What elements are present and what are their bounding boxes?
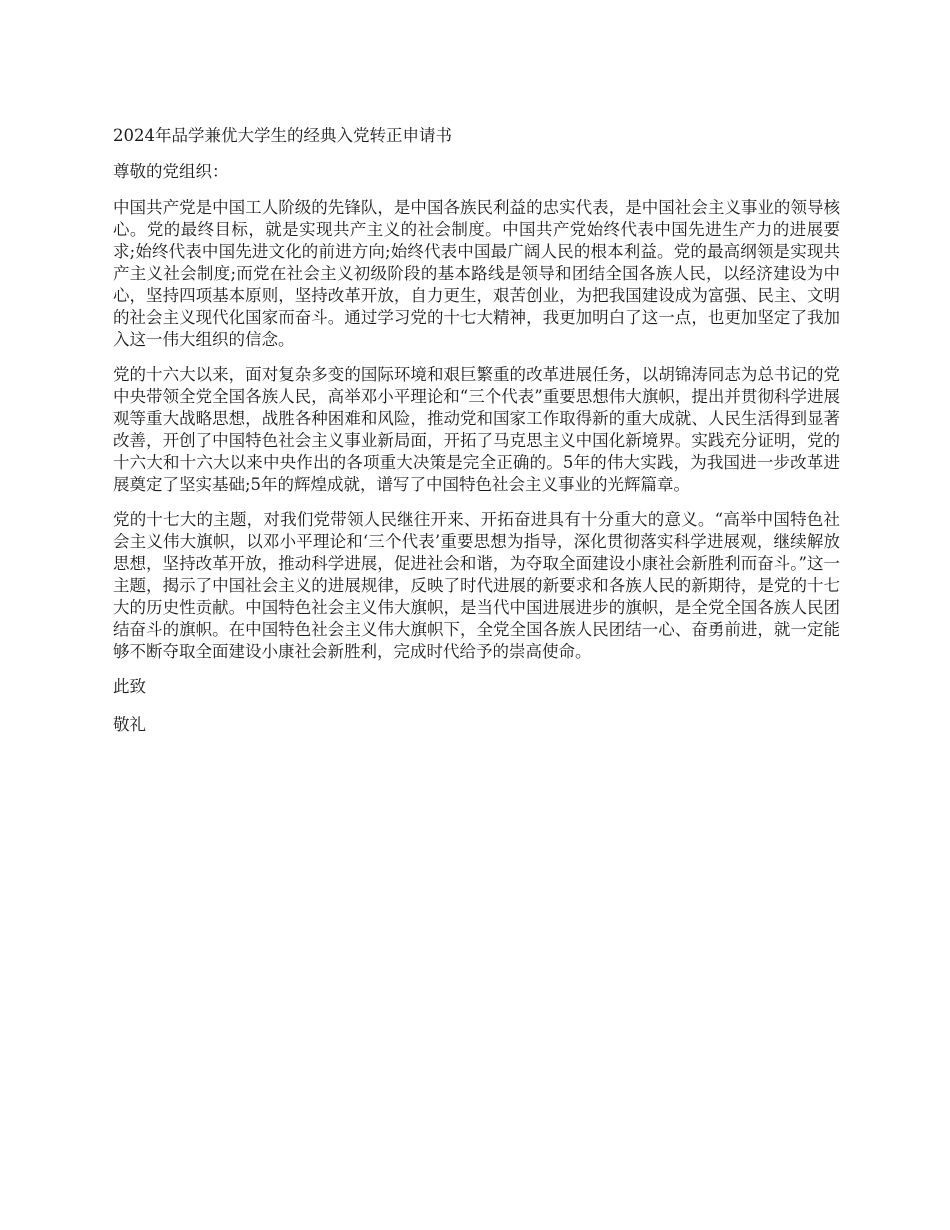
closing-greeting: 此致 xyxy=(113,677,146,696)
salutation: 尊敬的党组织： xyxy=(113,162,229,181)
paragraph-1: 中国共产党是中国工人阶级的先锋队，是中国各族民利益的忠实代表，是中国社会主义事业的领导核心。党的最终目标，就是实现共产主义的社会制度。中国共产党始终代表中国先进生产力的进展要求;始终代表中国先进文化的前进方向;始终代表中国最广阔人民的根本利益。党的最高纲领是实现共产主义社会制度;而党在社会主义初级阶段的基本路线是领导和团结全国各族人民，以经济建设为中心，坚持四项基本原则，坚持改革开放，自力更生，艰苦创业，为把我国建设成为富强、民主、文明的社会主义现代化国家而奋斗。通过学习党的十七大精神，我更加明白了这一点，也更加坚定了我加入这一伟大组织的信念。 xyxy=(113,198,840,349)
document-body xyxy=(113,125,840,752)
paragraph-3: 党的十七大的主题，对我们党带领人民继往开来、开拓奋进具有十分重大的意义。“高举中国特色社会主义伟大旗帜，以邓小平理论和‘三个代表’重要思想为指导，深化贯彻落实科学进展观，继续解放思想，坚持改革开放，推动科学进展，促进社会和谐，为夺取全面建设小康社会新胜利而奋斗。”这一主题，揭示了中国社会主义的进展规律，反映了时代进展的新要求和各族人民的新期待，是党的十七大的历史性贡献。中国特色社会主义伟大旗帜，是当代中国进展进步的旗帜，是全党全国各族人民团结奋斗的旗帜。在中国特色社会主义伟大旗帜下，全党全国各族人民团结一心、奋勇前进，就一定能够不断夺取全面建设小康社会新胜利，完成时代给予的崇高使命。 xyxy=(113,510,840,661)
paragraph-2: 党的十六大以来，面对复杂多变的国际环境和艰巨繁重的改革进展任务，以胡锦涛同志为总书记的党中央带领全党全国各族人民，高举邓小平理论和“三个代表”重要思想伟大旗帜，提出并贯彻科学进展观等重大战略思想，战胜各种困难和风险，推动党和国家工作取得新的重大成就、人民生活得到显著改善，开创了中国特色社会主义事业新局面，开拓了马克思主义中国化新境界。实践充分证明，党的十六大和十六大以来中央作出的各项重大决策是完全正确的。5年的伟大实践，为我国进一步改革进展奠定了坚实基础;5年的辉煌成就，谱写了中国特色社会主义事业的光辉篇章。 xyxy=(113,365,840,494)
closing-salute: 敬礼 xyxy=(113,715,146,734)
document-title: 2024年品学兼优大学生的经典入党转正申请书 xyxy=(113,126,452,145)
